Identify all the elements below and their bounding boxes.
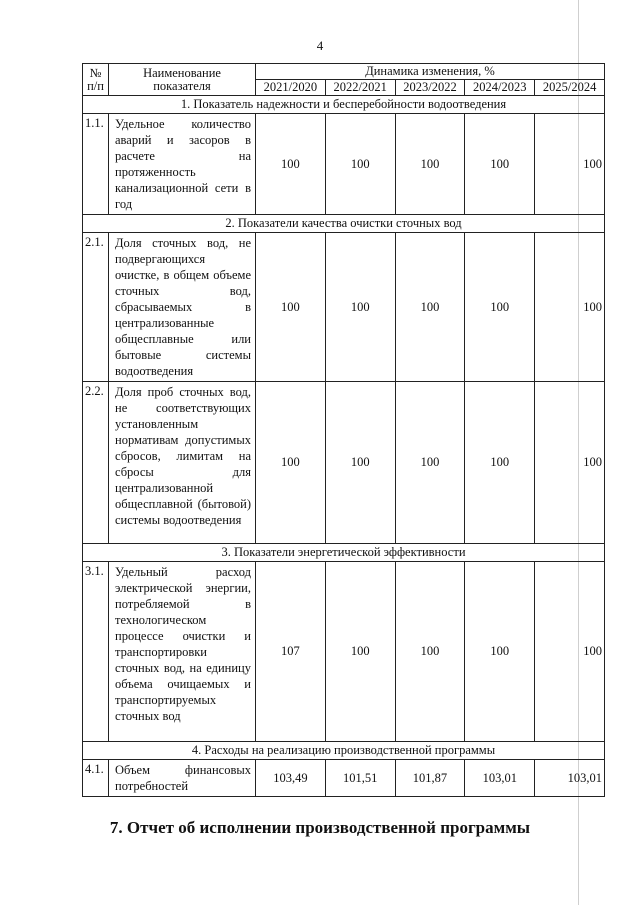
header-year: 2024/2023	[465, 80, 535, 96]
header-name-line1: Наименование	[143, 65, 221, 80]
value-cell: 100	[465, 114, 535, 215]
value-cell: 100	[395, 114, 465, 215]
value-cell: 100	[395, 382, 465, 544]
value-cell: 100	[535, 233, 605, 382]
section-title: 2. Показатели качества очистки сточных вод	[83, 215, 605, 233]
value-cell: 103,49	[256, 760, 326, 797]
value-cell: 100	[465, 233, 535, 382]
indicator-name: Удельный расход электрической энергии, потребляемой в технологическом процессе очистки и транспортировки сточных вод, на единицу объема очищаемых и транспортируемых сточных вод	[109, 562, 256, 742]
value-cell: 100	[535, 114, 605, 215]
value-cell: 103,01	[535, 760, 605, 797]
row-number: 2.1.	[83, 233, 109, 382]
header-name	[109, 64, 256, 96]
value-cell: 100	[256, 114, 326, 215]
row-number: 4.1.	[83, 760, 109, 797]
value-cell: 100	[535, 382, 605, 544]
value-cell: 100	[325, 562, 395, 742]
value-cell: 107	[256, 562, 326, 742]
value-cell: 100	[256, 382, 326, 544]
value-cell: 100	[465, 382, 535, 544]
value-cell: 100	[395, 562, 465, 742]
section-title: 1. Показатель надежности и бесперебойности водоотведения	[83, 96, 605, 114]
header-name-line2: показателя	[153, 78, 211, 93]
header-number	[83, 64, 109, 96]
header-number-line2: п/п	[87, 78, 104, 93]
row-number: 3.1.	[83, 562, 109, 742]
section-title: 4. Расходы на реализацию производственной программы	[83, 742, 605, 760]
indicator-name: Объем финансовых потребностей	[109, 760, 256, 797]
table-row	[83, 114, 605, 215]
value-cell: 100	[535, 562, 605, 742]
value-cell: 103,01	[465, 760, 535, 797]
section-heading: 7. Отчет об исполнении производственной программы	[109, 818, 531, 837]
header-number-line1: №	[89, 65, 102, 80]
header-year: 2022/2021	[325, 80, 395, 96]
value-cell: 100	[256, 233, 326, 382]
section-title: 3. Показатели энергетической эффективности	[83, 544, 605, 562]
value-cell: 101,87	[395, 760, 465, 797]
value-cell: 100	[465, 562, 535, 742]
row-number: 1.1.	[83, 114, 109, 215]
value-cell: 100	[325, 114, 395, 215]
table-row	[83, 760, 605, 797]
indicator-name: Удельное количество аварий и засоров в расчете на протяженность канализационной сети в год	[109, 114, 256, 215]
indicators-table	[82, 63, 605, 797]
row-number: 2.2.	[83, 382, 109, 544]
header-dynamics: Динамика изменения, %	[256, 64, 605, 80]
header-year: 2023/2022	[395, 80, 465, 96]
table-row	[83, 382, 605, 544]
header-year: 2021/2020	[256, 80, 326, 96]
table-row	[83, 562, 605, 742]
value-cell: 101,51	[325, 760, 395, 797]
indicator-name: Доля сточных вод, не подвергающихся очистке, в общем объеме сточных вод, сбрасываемых в централизованные общесплавные или бытовые системы водоотведения	[109, 233, 256, 382]
value-cell: 100	[325, 382, 395, 544]
header-year: 2025/2024	[535, 80, 605, 96]
table-row	[83, 233, 605, 382]
value-cell: 100	[395, 233, 465, 382]
indicator-name: Доля проб сточных вод, не соответствующих установленным нормативам допустимых сбросов, лимитам на сбросы для централизованной общесплавной (бытовой) системы водоотведения	[109, 382, 256, 544]
page-number: 4	[316, 38, 324, 53]
value-cell: 100	[325, 233, 395, 382]
